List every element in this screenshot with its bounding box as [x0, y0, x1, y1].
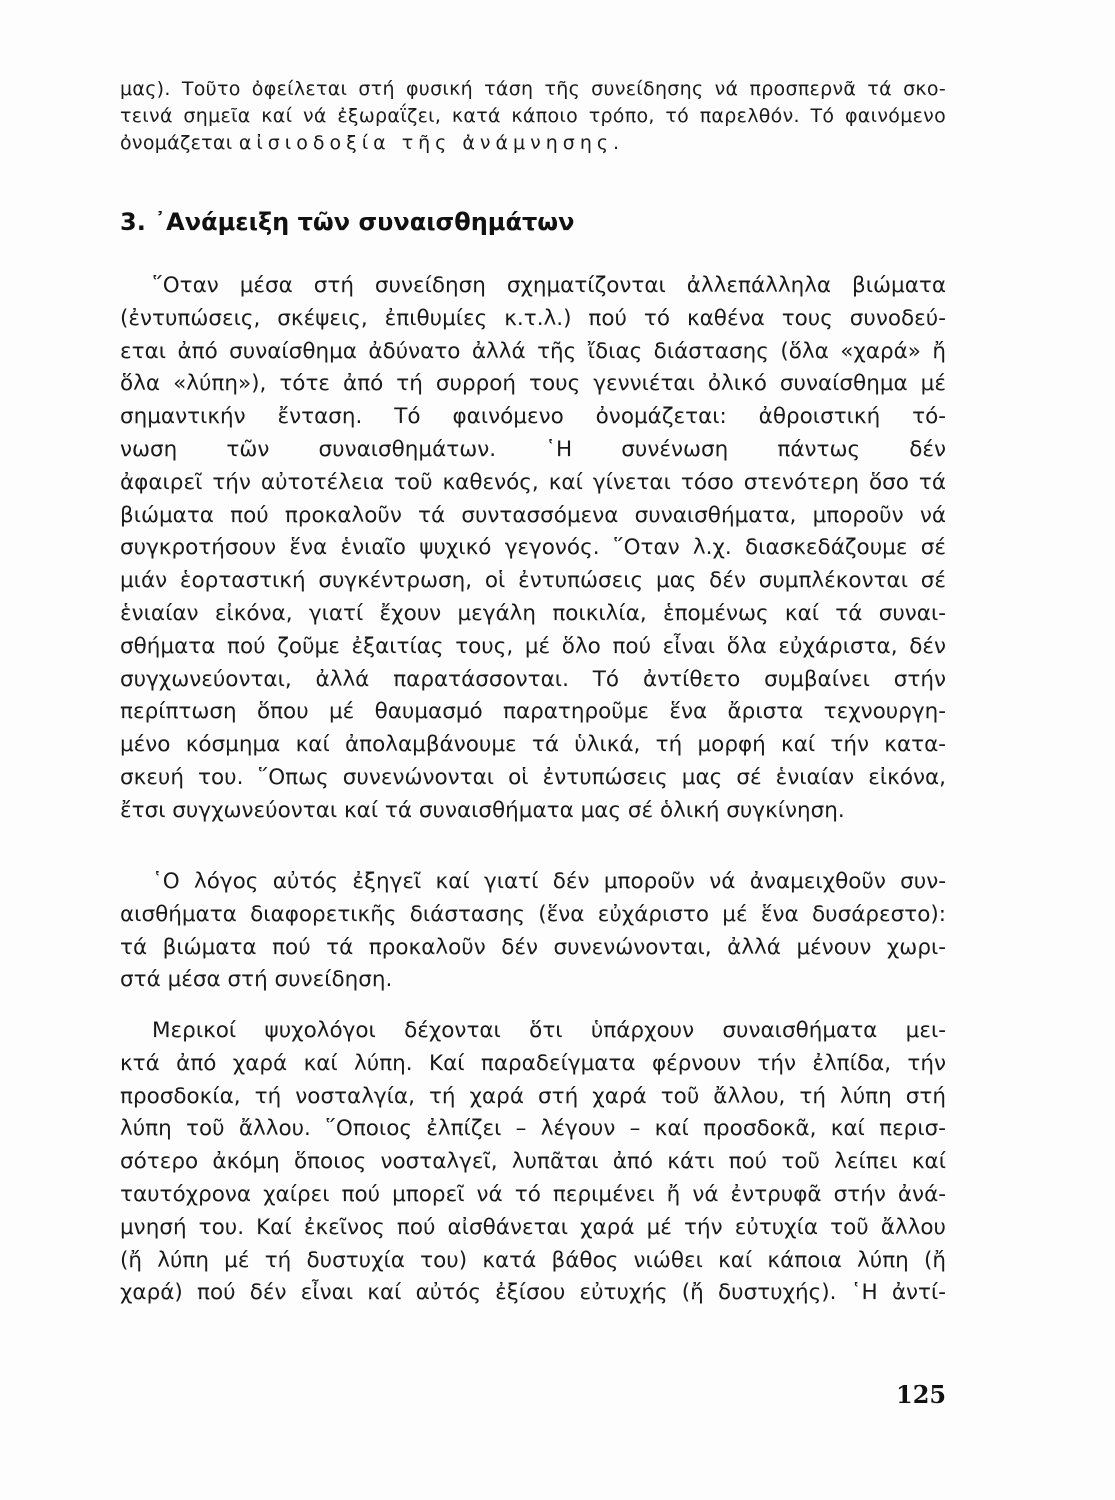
paragraph-line: ταυτόχρονα χαίρει πού μπορεῖ νά τό περιμένει ἤ νά ἐντρυφᾶ στήν ἀνά- [120, 1181, 946, 1207]
paragraph-line: λύπη τοῦ ἄλλου. ῞Οποιος ἐλπίζει – λέγουν – καί προσδοκᾶ, καί περισ- [120, 1116, 946, 1142]
paragraph-line: συγκροτήσουν ἕνα ἑνιαῖο ψυχικό γεγονός. ῞Οταν λ.χ. διασκεδάζουμε σέ [120, 535, 946, 561]
paragraph-1 [120, 270, 946, 828]
page-number: 125 [896, 1380, 947, 1409]
intro-paragraph [120, 76, 946, 157]
paragraph-line: εται ἀπό συναίσθημα ἀδύνατο ἀλλά τῆς ἴδιας διάστασης (ὅλα «χαρά» ἤ [120, 338, 946, 364]
section-heading: 3. ᾿Ανάμειξη τῶν συναισθημάτων [120, 208, 575, 236]
paragraph-line: σθήματα πού ζοῦμε ἐξαιτίας τους, μέ ὅλο πού εἶναι ὅλα εὐχάριστα, δέν [120, 633, 946, 659]
paragraph-line: σημαντικήν ἔνταση. Τό φαινόμενο ὀνομάζεται: ἀθροιστική τό- [120, 404, 946, 430]
spaced-term: αἰσιοδοξία τῆς ἀνάμνησης. [238, 132, 625, 154]
paragraph-line: ῾Ο λόγος αὐτός ἐξηγεῖ καί γιατί δέν μποροῦν νά ἀναμειχθοῦν συν- [152, 869, 946, 894]
paragraph-line: ὅλα «λύπη»), τότε ἀπό τή συρροή τους γεννιέται ὀλικό συναίσθημα μέ [120, 371, 946, 397]
intro-last-prefix: ὀνομάζεται [120, 132, 239, 154]
paragraph-line: συγχωνεύονται, ἀλλά παρατάσσονται. Τό ἀντίθετο συμβαίνει στήν [120, 666, 946, 692]
paragraph-line: (ἤ λύπη μέ τή δυστυχία του) κατά βάθος νιώθει καί κάποια λύπη (ἤ [120, 1247, 946, 1273]
paragraph-line: βιώματα πού προκαλοῦν τά συντασσόμενα συναισθήματα, μποροῦν νά [120, 502, 946, 528]
paragraph-line: (ἐντυπώσεις, σκέψεις, ἐπιθυμίες κ.τ.λ.) πού τό καθένα τους συνοδεύ- [120, 305, 946, 331]
paragraph-line: περίπτωση ὅπου μέ θαυμασμό παρατηροῦμε ἕνα ἄριστα τεχνουργη- [120, 699, 946, 725]
paragraph-line: Μερικοί ψυχολόγοι δέχονται ὅτι ὑπάρχουν συναισθήματα μει- [152, 1018, 946, 1043]
paragraph-line: ῞Οταν μέσα στή συνείδηση σχηματίζονται ἀλλεπάλληλα βιώματα [152, 273, 946, 298]
paragraph-line: ἑνιαίαν εἰκόνα, γιατί ἔχουν μεγάλη ποικιλία, ἑπομένως καί τά συναι- [120, 600, 946, 626]
paragraph-line: κτά ἀπό χαρά καί λύπη. Καί παραδείγματα φέρνουν τήν ἐλπίδα, τήν [120, 1050, 946, 1076]
paragraph-line: μιάν ἑορταστική συγκέντρωση, οἱ ἐντυπώσεις μας δέν συμπλέκονται σέ [120, 568, 946, 594]
paragraph-3 [120, 1015, 946, 1310]
paragraph-line: μνησή του. Καί ἐκεῖνος πού αἰσθάνεται χαρά μέ τήν εὐτυχία τοῦ ἄλλου [120, 1214, 946, 1240]
intro-line [120, 130, 946, 157]
paragraph-line: αισθήματα διαφορετικῆς διάστασης (ἕνα εὐχάριστο μέ ἕνα δυσάρεστο): [120, 901, 946, 927]
paragraph-line: σότερο ἀκόμη ὅποιος νοσταλγεῖ, λυπᾶται ἀπό κάτι πού τοῦ λείπει καί [120, 1149, 946, 1175]
paragraph-line: ἀφαιρεῖ τήν αὐτοτέλεια τοῦ καθενός, καί γίνεται τόσο στενότερη ὅσο τά [120, 469, 946, 495]
paragraph-line: προσδοκία, τή νοσταλγία, τή χαρά στή χαρά τοῦ ἄλλου, τή λύπη στή [120, 1083, 946, 1109]
paragraph-line: ἔτσι συγχωνεύονται καί τά συναισθήματα μας σέ ὁλική συγκίνηση. [120, 797, 845, 823]
paragraph-line: τά βιώματα πού τά προκαλοῦν δέν συνενώνονται, ἀλλά μένουν χωρι- [120, 934, 946, 960]
intro-line: μας). Τοῦτο ὀφείλεται στή φυσική τάση τῆς συνείδησης νά προσπερνᾶ τά σκο- [120, 78, 946, 100]
paragraph-2 [120, 866, 946, 997]
paragraph-line: μένο κόσμημα καί ἀπολαμβάνουμε τά ὑλικά, τή μορφή καί τήν κατα- [120, 732, 946, 758]
paragraph-line: χαρά) πού δέν εἶναι καί αὐτός ἐξίσου εὐτυχής (ἤ δυστυχής). ῾Η ἀντί- [120, 1280, 946, 1306]
paragraph-line: στά μέσα στή συνείδηση. [120, 967, 393, 993]
paragraph-line: σκευή του. ῞Οπως συνενώνονται οἱ ἐντυπώσεις μας σέ ἑνιαίαν εἰκόνα, [120, 764, 946, 790]
intro-line: τεινά σημεῖα καί νά ἐξωραΐζει, κατά κάποιο τρόπο, τό παρελθόν. Τό φαινόμενο [120, 105, 946, 127]
paragraph-line: νωση τῶν συναισθημάτων. ῾Η συνένωση πάντως δέν [120, 436, 946, 462]
